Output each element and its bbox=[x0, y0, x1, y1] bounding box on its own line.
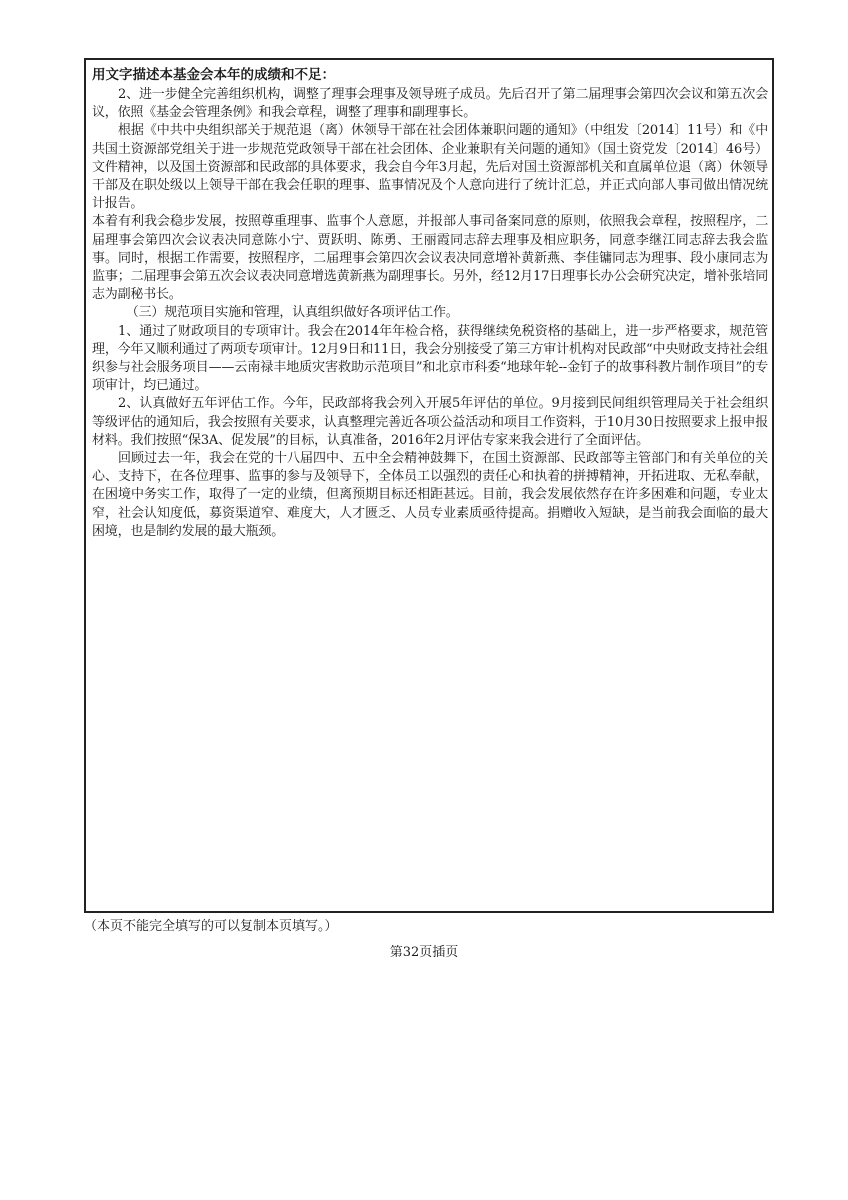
paragraph-evaluation: 2、认真做好五年评估工作。今年，民政部将我会列入开展5年评估的单位。9月接到民间组织管理局关于社会组织等级评估的通知后，我会按照有关要求，认真整理完善近各项公益活动和项目工作资料，于10月30日按照要求上报申报材料。我们按照“保3A、促发展”的目标，认真准备，2016年2月评估专家来我会进行了全面评估。 bbox=[92, 396, 768, 448]
paragraph-organization: 2、进一步健全完善组织机构，调整了理事会理事及领导班子成员。先后召开了第二届理事会第四次会议和第五次会议，依照《基金会管理条例》和我会章程，调整了理事和副理事长。 bbox=[92, 87, 768, 121]
paragraph-review: 回顾过去一年，我会在党的十八届四中、五中全会精神鼓舞下，在国土资源部、民政部等主管部门和有关单位的关心、支持下，在各位理事、监事的参与及领导下，全体员工以强烈的责任心和执着的拼搏精神，开拓进取、无私奉献，在困境中务实工作，取得了一定的业绩，但离预期目标还相距甚远。目前，我会发展依然存在许多困难和问题，专业太窄，社会认知度低，募资渠道窄、难度大，人才匮乏、人员专业素质亟待提高。捐赠收入短缺，是当前我会面临的最大困境，也是制约发展的最大瓶颈。 bbox=[92, 451, 768, 539]
page-number: 第32页插页 bbox=[389, 945, 459, 960]
paragraph-audit: 1、通过了财政项目的专项审计。我会在2014年年检合格，获得继续免税资格的基础上，进一步严格要求，规范管理，今年又顺利通过了两项专项审计。12月9日和11日，我会分别接受了第三方审计机构对民政部“中央财政支持社会组织参与社会服务项目——云南禄丰地质灾害救助示范项目”和北京市科委“地球年轮--金钉子的故事科教片制作项目”的专项审计，均已通过。 bbox=[92, 323, 768, 394]
paragraph-personnel-changes: 本着有利我会稳步发展，按照尊重理事、监事个人意愿，并报部人事司备案同意的原则，依照我会章程，按照程序，二届理事会第四次会议表决同意陈小宁、贾跃明、陈勇、王丽霞同志辞去理事及相应职务，同意李继江同志辞去我会监事。同时，根据工作需要，按照程序，二届理事会第四次会议表决同意增补黄新燕、李佳镛同志为理事、段小康同志为监事；二届理事会第五次会议表决同意增选黄新燕为副理事长。另外，经12月17日理事长办公会研究决定，增补张培同志为副秘书长。 bbox=[92, 214, 768, 303]
footer-note: （本页不能完全填写的可以复制本页填写。） bbox=[84, 919, 338, 934]
achievements-box bbox=[84, 58, 774, 913]
paragraph-policy-basis: 根据《中共中央组织部关于规范退（离）休领导干部在社会团体兼职问题的通知》（中组发〔2014〕11号）和《中共国土资源部党组关于进一步规范党政领导干部在社会团体、企业兼职有关问题的通知》（国土资党发〔2014〕46号）文件精神，以及国土资源部和民政部的具体要求，我会自今年3月起，先后对国土资源部机关和直属单位退（离）休领导干部及在职处级以上领导干部在我会任职的理事、监事情况及个人意向进行了统计汇总，并正式向部人事司做出情况统计报告。 bbox=[92, 123, 768, 212]
report-body bbox=[92, 86, 768, 541]
paragraph-section-three: （三）规范项目实施和管理，认真组织做好各项评估工作。 bbox=[125, 305, 459, 321]
section-heading: 用文字描述本基金会本年的成绩和不足： bbox=[92, 67, 335, 83]
